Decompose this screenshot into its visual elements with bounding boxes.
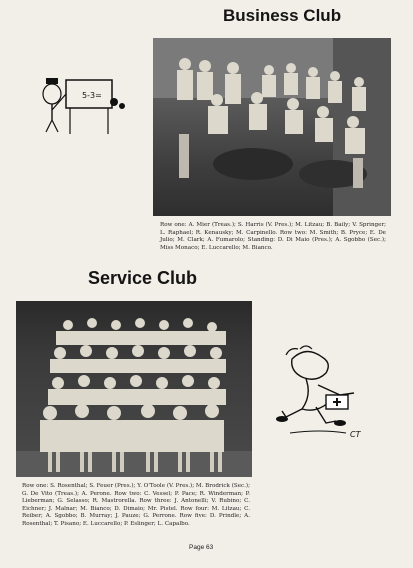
running-nurse-sketch xyxy=(270,345,370,440)
artist-signature: CT xyxy=(350,430,361,439)
service-club-photo xyxy=(16,301,252,477)
page-number: Page 63 xyxy=(189,544,214,551)
business-club-caption: Row one: A. Mier (Treas.); S. Harris (V. Pres.); M. Litzau; B. Baily; V. Springer; L. Raphael; R. Kenausky; M. Carpinello. Row two: M. Smith; B. Pryce; E. De Julio; M. Clark; A. Fumarolo; Standing: D. Di Maio (Pres.); A. Sgobbo (Sec.); Miss Monaco; E. Luccarello; M. Bianco. xyxy=(160,222,386,251)
blackboard-text: 5-3= xyxy=(82,91,102,100)
blackboard-sketch xyxy=(30,72,130,142)
business-club-title: Business Club xyxy=(223,6,342,25)
business-club-photo xyxy=(153,38,391,216)
service-club-title: Service Club xyxy=(88,268,198,288)
service-club-caption: Row one: S. Rosenthal; S. Feuer (Pres.); Y. O'Toole (V. Pres.); M. Brodrick (Sec.); G. De Vito (Treas.); A. Perone. Row two: C. Vessel; P. Pace; R. Winderman; P. Lieberman; G. Selasso; R. Mastrorella. Row three: J. Antonelli; V. Rubino; C. Eichner; J. Malnar; M. Bianco; D. Dimaio; Mr. Pistel. Row four: M. Litzau; C. Reiber; A. Sgobbo; B. Murray; J. Pauze; G. Perrone. Row five: D. Prindle; A. Rosenthal; T. Pisano; E. Luccarello; P. Eslinger; L. Capalbo. xyxy=(22,483,250,527)
